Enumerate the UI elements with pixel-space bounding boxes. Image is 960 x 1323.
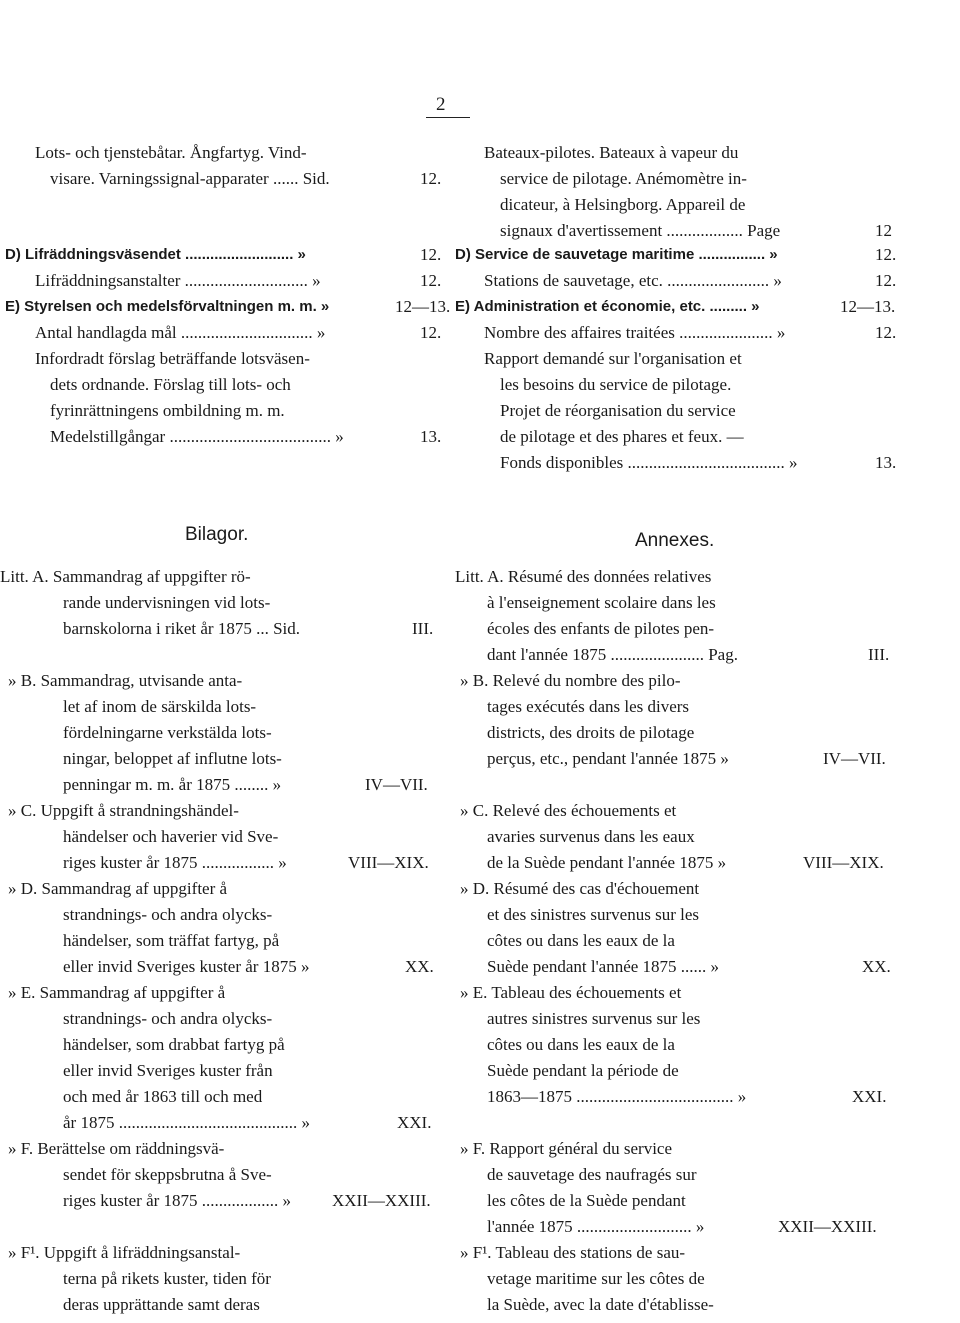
annex-line: eller invid Sveriges kuster från (63, 1061, 273, 1080)
toc-line: Lifräddningsanstalter ............................. » (35, 271, 321, 290)
annex-line: Litt. A. Sammandrag af uppgifter rö- (0, 567, 251, 586)
toc-line: 12. (875, 323, 897, 342)
annex-line: XXII—XXIII. (778, 1217, 877, 1236)
annex-line: barnskolorna i riket år 1875 ... Sid. (63, 619, 301, 638)
annex-line: » F. Berättelse om räddningsvä- (8, 1139, 225, 1158)
annex-line: sendet för skeppsbrutna å Sve- (63, 1165, 272, 1184)
annex-line: eller invid Sveriges kuster år 1875 » (63, 957, 310, 976)
annex-line: riges kuster år 1875 .................. » (63, 1191, 292, 1210)
annex-line: » C. Uppgift å strandningshändel- (8, 801, 239, 820)
heading-annexes: Annexes. (635, 530, 715, 551)
annex-line: riges kuster år 1875 ................. » (63, 853, 287, 872)
toc-line: Infordradt förslag beträffande lotsväsen- (35, 349, 310, 368)
toc-line: 12. (420, 271, 442, 290)
annex-line: de sauvetage des naufragés sur (487, 1165, 697, 1184)
toc-line: les besoins du service de pilotage. (500, 375, 732, 394)
annex-line: » F¹. Uppgift å lifräddningsanstal- (8, 1243, 241, 1262)
toc-line: 12 (875, 221, 892, 240)
annex-line: händelser och haverier vid Sve- (63, 827, 279, 846)
annex-line: de la Suède pendant l'année 1875 » (487, 853, 727, 872)
annex-line: » F. Rapport général du service (460, 1139, 673, 1158)
annex-line: » B. Sammandrag, utvisande anta- (8, 671, 243, 690)
annex-line: » D. Résumé des cas d'échouement (460, 879, 700, 898)
annex-line: » E. Sammandrag af uppgifter å (8, 983, 226, 1002)
annex-line: XXI. (397, 1113, 432, 1132)
annex-line: à l'enseignement scolaire dans les (487, 593, 716, 612)
annex-line: XX. (862, 957, 891, 976)
annex-line: » B. Relevé du nombre des pilo- (460, 671, 681, 690)
annex-line: vetage maritime sur les côtes de (487, 1269, 705, 1288)
toc-line: Lots- och tjenstebåtar. Ångfartyg. Vind- (35, 143, 307, 162)
annex-line: Suède pendant l'année 1875 ...... » (487, 957, 720, 976)
annex-line: l'année 1875 ........................... » (487, 1217, 705, 1236)
toc-line: dets ordnande. Förslag till lots- och (50, 375, 291, 394)
annex-line: tages exécutés dans les divers (487, 697, 690, 716)
annex-line: la Suède, avec la date d'établisse- (487, 1295, 714, 1314)
annex-line: côtes ou dans les eaux de la (487, 1035, 675, 1054)
toc-line: dicateur, à Helsingborg. Appareil de (500, 195, 746, 214)
toc-line: Nombre des affaires traitées ...................... » (484, 323, 786, 342)
annex-line: händelser, som träffat fartyg, på (63, 931, 280, 950)
toc-line: de pilotage et des phares et feux. — (500, 427, 744, 446)
annex-line: » D. Sammandrag af uppgifter å (8, 879, 228, 898)
annex-line: XXI. (852, 1087, 887, 1106)
annex-line: écoles des enfants de pilotes pen- (487, 619, 715, 638)
toc-line: 12—13. (395, 297, 451, 316)
toc-line: 13. (875, 453, 897, 472)
toc-line: Rapport demandé sur l'organisation et (484, 349, 742, 368)
annex-line: let af inom de särskilda lots- (63, 697, 257, 716)
page-number-rule (426, 117, 470, 118)
annex-line: avaries survenus dans les eaux (487, 827, 695, 846)
toc-line: 12. (875, 245, 897, 264)
toc-line: Fonds disponibles ..................................... » (500, 453, 798, 472)
annex-line: » C. Relevé des échouements et (460, 801, 677, 820)
annex-line: penningar m. m. år 1875 ........ » (63, 775, 282, 794)
annex-line: rande undervisningen vid lots- (63, 593, 271, 612)
toc-line: Bateaux-pilotes. Bateaux à vapeur du (484, 143, 739, 162)
annex-line: districts, des droits de pilotage (487, 723, 695, 742)
annex-line: VIII—XIX. (348, 853, 429, 872)
annex-line: fördelningarne verkstälda lots- (63, 723, 272, 742)
annex-line: deras upprättande samt deras (63, 1295, 260, 1314)
toc-line: 12—13. (840, 297, 896, 316)
annex-line: perçus, etc., pendant l'année 1875 » (487, 749, 729, 768)
toc-line: 13. (420, 427, 442, 446)
toc-line: signaux d'avertissement .................. Page (500, 221, 781, 240)
toc-line: Medelstillgångar ...................................... » (50, 427, 344, 446)
page-number: 2 (436, 94, 446, 115)
annex-line: och med år 1863 till och med (63, 1087, 263, 1106)
annex-line: terna på rikets kuster, tiden för (63, 1269, 271, 1288)
toc-line: Stations de sauvetage, etc. ........................ » (484, 271, 782, 290)
annex-line: et des sinistres survenus sur les (487, 905, 700, 924)
annex-line: Suède pendant la période de (487, 1061, 679, 1080)
annex-line: III. (412, 619, 434, 638)
toc-line: fyrinrättningens ombildning m. m. (50, 401, 285, 420)
annex-line: les côtes de la Suède pendant (487, 1191, 686, 1210)
heading-bilagor: Bilagor. (185, 524, 249, 545)
toc-line: E) Styrelsen och medelsförvaltningen m. m. » (5, 298, 330, 315)
toc-line: 12. (420, 169, 442, 188)
annex-line: » E. Tableau des échouements et (460, 983, 682, 1002)
annex-line: côtes ou dans les eaux de la (487, 931, 675, 950)
toc-line: E) Administration et économie, etc. ......... » (455, 298, 760, 315)
annex-line: dant l'année 1875 ...................... Pag. (487, 645, 738, 664)
toc-line: service de pilotage. Anémomètre in- (500, 169, 747, 188)
toc-line: 12. (420, 323, 442, 342)
annex-line: autres sinistres survenus sur les (487, 1009, 701, 1028)
annex-line: III. (868, 645, 890, 664)
annex-line: strandnings- och andra olycks- (63, 1009, 273, 1028)
toc-line: visare. Varningssignal-apparater ...... Sid. (50, 169, 330, 188)
annex-line: strandnings- och andra olycks- (63, 905, 273, 924)
toc-line: D) Lifräddningsväsendet .......................... » (5, 246, 306, 263)
toc-line: D) Service de sauvetage maritime ................ » (455, 246, 778, 263)
annex-line: IV—VII. (365, 775, 428, 794)
annex-line: XXII—XXIII. (332, 1191, 431, 1210)
annex-line: ningar, beloppet af influtne lots- (63, 749, 282, 768)
annex-line: år 1875 .......................................... » (63, 1113, 310, 1132)
toc-line: 12. (420, 245, 442, 264)
annex-line: 1863—1875 ..................................... » (487, 1087, 747, 1106)
annex-line: XX. (405, 957, 434, 976)
annex-line: IV—VII. (823, 749, 886, 768)
toc-line: 12. (875, 271, 897, 290)
annex-line: » F¹. Tableau des stations de sau- (460, 1243, 686, 1262)
toc-line: Projet de réorganisation du service (500, 401, 736, 420)
annex-line: händelser, som drabbat fartyg på (63, 1035, 285, 1054)
annex-line: Litt. A. Résumé des données relatives (455, 567, 712, 586)
annex-line: VIII—XIX. (803, 853, 884, 872)
toc-line: Antal handlagda mål ............................... » (35, 323, 326, 342)
